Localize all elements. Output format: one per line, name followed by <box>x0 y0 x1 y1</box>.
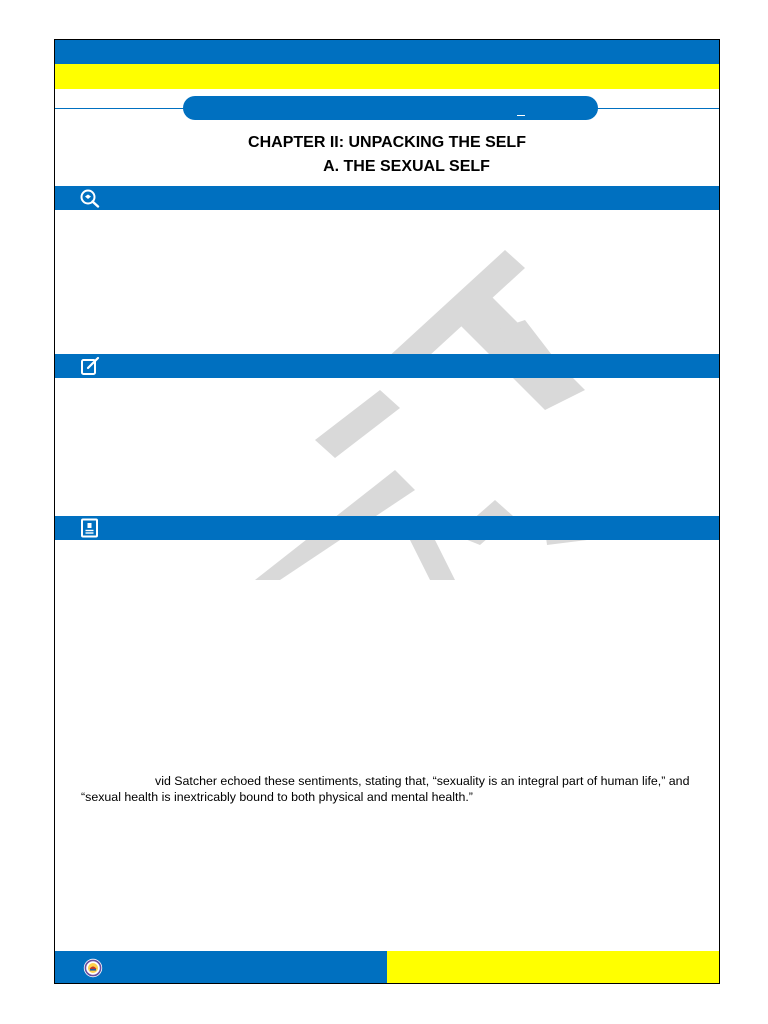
chapter-title <box>55 131 719 179</box>
header-yellow-band <box>55 64 719 89</box>
edit-note-icon <box>79 356 101 376</box>
pill-underscore-mark <box>517 115 525 116</box>
chapter-title-line1: CHAPTER II: UNPACKING THE SELF <box>248 134 526 151</box>
header-blue-band <box>55 40 719 64</box>
section-bar-explore <box>55 186 719 210</box>
section-bar-discussion <box>55 516 719 540</box>
magnifier-icon <box>79 188 101 208</box>
body-paragraph <box>81 773 713 805</box>
header-title-pill <box>183 96 598 120</box>
seal-logo-icon <box>83 958 103 978</box>
document-icon <box>79 518 101 538</box>
body-paragraph-text: vid Satcher echoed these sentiments, stating that, “sexuality is an integral part of human life,” and “sexual health is inextricably bound to both physical and mental health.” <box>81 774 690 804</box>
section-bar-activity <box>55 354 719 378</box>
footer-yellow-band <box>387 951 720 984</box>
document-page <box>54 39 720 984</box>
chapter-title-line2: A. THE SEXUAL SELF <box>323 158 490 175</box>
footer-blue-band <box>55 951 387 984</box>
